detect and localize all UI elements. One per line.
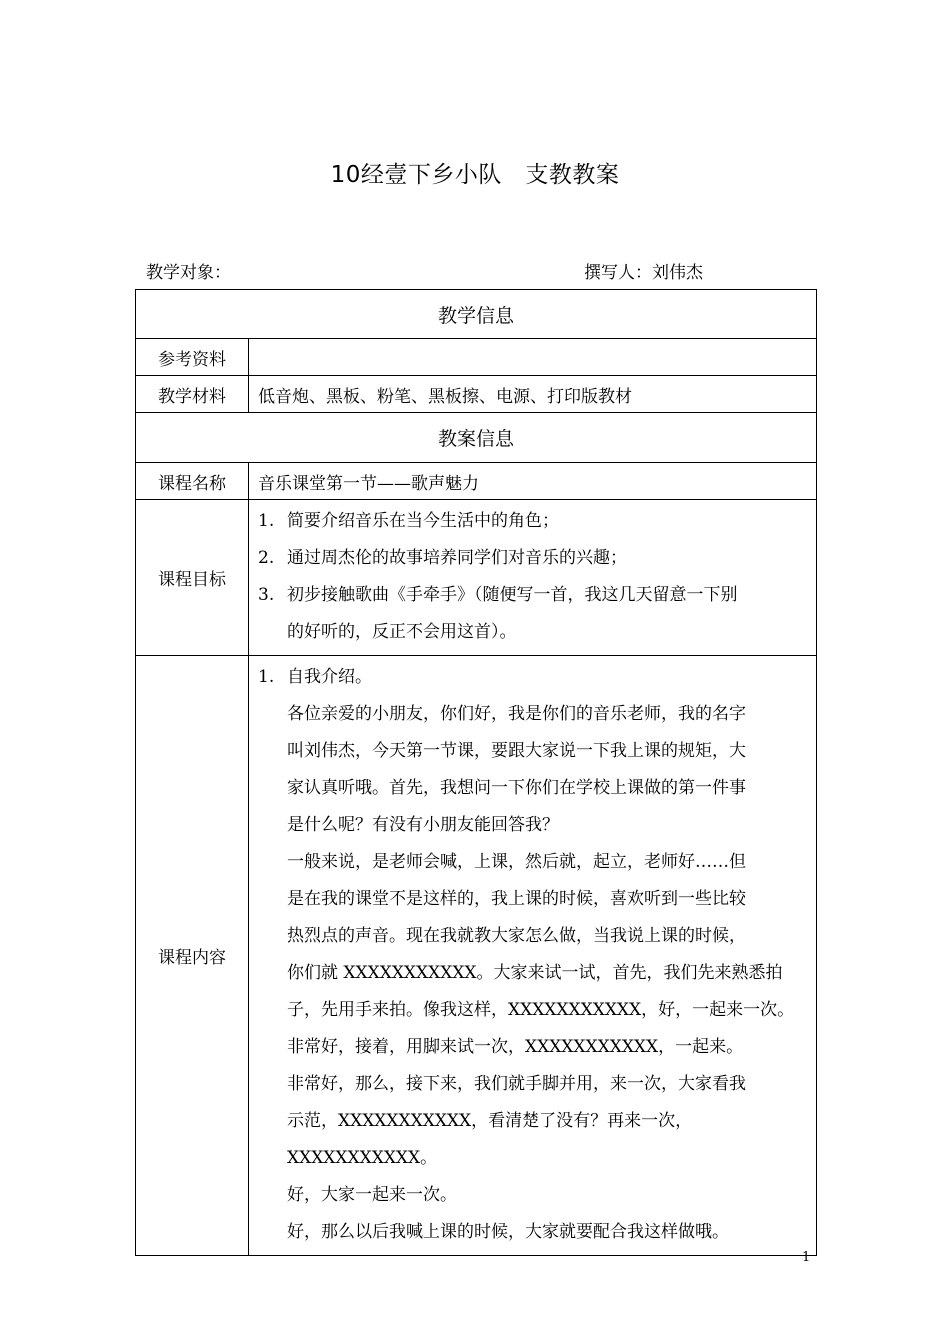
content-line: 非常好，接着，用脚来试一次，XXXXXXXXXXX，一起来。 — [287, 1037, 744, 1057]
content-label: 课程内容 — [136, 656, 249, 1256]
course-name-value: 音乐课堂第一节——歌声魅力 — [249, 463, 817, 500]
content-line: 家认真听哦。首先，我想问一下你们在学校上课做的第一件事 — [287, 778, 746, 798]
goal-text: 通过周杰伦的故事培养同学们对音乐的兴趣； — [287, 548, 627, 568]
lesson-plan-table — [135, 289, 817, 1256]
goals-label: 课程目标 — [136, 500, 249, 656]
goal-number: 3. — [258, 585, 275, 605]
content-line: 一般来说，是老师会喊，上课，然后就，起立，老师好……但 — [287, 852, 746, 872]
content-line: 你们就 XXXXXXXXXXX。大家来试一试，首先，我们先来熟悉拍 — [287, 963, 783, 983]
goal-text: 简要介绍音乐在当今生活中的角色； — [287, 511, 559, 531]
goal-text-continuation: 的好听的，反正不会用这首）。 — [287, 622, 517, 642]
plan-info-header: 教案信息 — [136, 413, 817, 463]
goal-text: 初步接触歌曲《手牵手》（随便写一首，我这几天留意一下别 — [287, 585, 738, 605]
content-number: 1. — [258, 667, 275, 687]
materials-value: 低音炮、黑板、粉笔、黑板擦、电源、打印版教材 — [249, 376, 817, 413]
goal-number: 2. — [258, 548, 275, 568]
author-label: 撰写人：刘伟杰 — [584, 263, 703, 283]
content-line: 叫刘伟杰，今天第一节课，要跟大家说一下我上课的规矩，大 — [287, 741, 746, 761]
goal-item — [258, 577, 806, 614]
content-line: 好，那么以后我喊上课的时候，大家就要配合我这样做哦。 — [287, 1222, 729, 1242]
teaching-info-header: 教学信息 — [136, 290, 817, 339]
content-line: 子，先用手来拍。像我这样，XXXXXXXXXXX，好，一起来一次。 — [287, 1000, 795, 1020]
teaching-target-label: 教学对象： — [146, 263, 231, 283]
goals-cell — [249, 500, 817, 656]
reference-value — [249, 339, 817, 376]
materials-label: 教学材料 — [136, 376, 249, 413]
goal-number: 1. — [258, 511, 275, 531]
content-item — [258, 659, 806, 696]
course-name-label: 课程名称 — [136, 463, 249, 500]
content-line: 是什么呢？有没有小朋友能回答我？ — [287, 815, 559, 835]
content-line: 示范，XXXXXXXXXXX，看清楚了没有？再来一次，XXXXXXXXXXX。 — [287, 1111, 693, 1168]
content-line: 热烈点的声音。现在我就教大家怎么做，当我说上课的时候， — [287, 926, 746, 946]
document-title: 10经壹下乡小队 支教教案 — [330, 162, 620, 188]
content-cell — [249, 656, 817, 1256]
content-line: 是在我的课堂不是这样的，我上课的时候，喜欢听到一些比较 — [287, 889, 746, 909]
page-number: 1 — [802, 1250, 811, 1265]
content-line: 自我介绍。 — [287, 667, 372, 687]
content-line: 各位亲爱的小朋友，你们好，我是你们的音乐老师，我的名字 — [287, 704, 746, 724]
reference-label: 参考资料 — [136, 339, 249, 376]
content-line: 好，大家一起来一次。 — [287, 1185, 457, 1205]
goal-item — [258, 540, 806, 577]
content-line: 非常好，那么，接下来，我们就手脚并用，来一次，大家看我 — [287, 1074, 746, 1094]
goal-item — [258, 503, 806, 540]
